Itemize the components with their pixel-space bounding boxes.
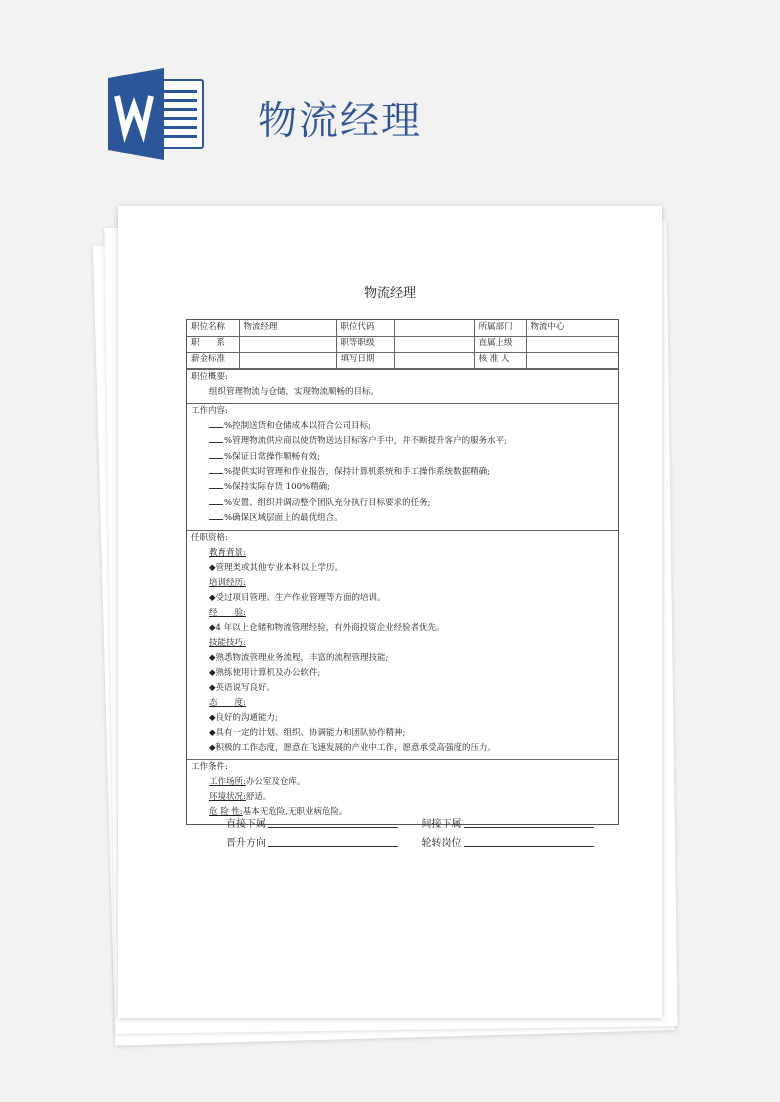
- overview-text: 组织管理物流与仓储，实现物流顺畅的目标。: [209, 386, 380, 397]
- table-cell: 薪金标准: [187, 352, 239, 368]
- duty-text: %保证日常操作顺畅有效;: [224, 451, 320, 462]
- overview-section: [187, 369, 618, 403]
- list-item: [191, 790, 614, 805]
- condition-label: 危 险 性:: [209, 807, 243, 818]
- table-cell: [526, 336, 618, 352]
- list-item: [191, 419, 614, 434]
- fill-in-line: [464, 846, 594, 847]
- list-item: [191, 434, 614, 449]
- table-cell: 物流中心: [526, 320, 618, 336]
- list-item: [191, 450, 614, 465]
- blank-line: [209, 480, 223, 489]
- list-item: [191, 496, 614, 511]
- document-title: 物流经理: [363, 286, 416, 301]
- subsection-title: 培训经历:: [209, 577, 246, 588]
- table-cell: 职 系: [187, 336, 239, 352]
- duties-section: [187, 403, 618, 530]
- blank-line: [209, 434, 223, 443]
- document-page: [118, 206, 662, 1018]
- qualifications-section: [187, 530, 618, 759]
- rotation-post-label: 轮转岗位: [421, 838, 462, 849]
- blank-line: [209, 465, 223, 474]
- list-item: ◆良好的沟通能力;: [209, 712, 278, 723]
- duty-text: %保持实际存货 100%精确;: [224, 482, 330, 493]
- table-cell: [394, 336, 474, 352]
- page-header-title: 物流经理: [258, 99, 423, 144]
- condition-value: 舒适。: [245, 792, 272, 803]
- table-cell: [239, 352, 336, 368]
- table-cell: 核 准 人: [474, 352, 526, 368]
- table-cell: 填写日期: [336, 352, 394, 368]
- job-info-table: [187, 320, 618, 369]
- list-item: ◆熟悉物流管理业务流程，丰富的流程管理技能;: [209, 652, 389, 663]
- condition-value: 基本无危险,无职业病危险。: [242, 807, 348, 818]
- list-item: ◆受过项目管理、生产作业管理等方面的培训。: [209, 592, 386, 603]
- blank-line: [209, 450, 223, 459]
- table-cell: 职等职级: [336, 336, 394, 352]
- table-row: [187, 352, 618, 368]
- condition-label: 工作场所:: [209, 776, 246, 787]
- list-item: ◆英语说写良好。: [209, 682, 276, 693]
- fill-in-line: [268, 827, 398, 828]
- fill-in-line: [268, 846, 398, 847]
- subsection-title: 技能技巧:: [209, 637, 246, 648]
- table-row: [187, 320, 618, 336]
- table-cell: [526, 352, 618, 368]
- section-heading: 工作内容:: [191, 405, 228, 416]
- footer-field: [226, 834, 411, 849]
- list-item: ◆管理类或其他专业本科以上学历。: [209, 562, 344, 573]
- blank-line: [209, 496, 223, 505]
- footer-field: [422, 834, 607, 849]
- footer-field: [226, 815, 411, 830]
- subsection-title: 态 度:: [209, 697, 246, 708]
- table-cell: 所属部门: [474, 320, 526, 336]
- indirect-subordinate-label: 间接下属: [421, 819, 462, 830]
- table-cell: [394, 320, 474, 336]
- table-cell: 物流经理: [239, 320, 336, 336]
- table-cell: 职位名称: [187, 320, 239, 336]
- list-item: [191, 775, 614, 790]
- condition-label: 环境状况:: [209, 792, 246, 803]
- section-heading: 任职资格:: [191, 532, 228, 543]
- table-cell: 职位代码: [336, 320, 394, 336]
- footer-row: [226, 830, 606, 849]
- list-item: [191, 511, 614, 526]
- direct-subordinate-label: 直接下属: [226, 819, 266, 830]
- promotion-path-label: 晋升方向: [226, 838, 266, 849]
- section-heading: 职位概要:: [191, 371, 228, 382]
- subsection-title: 经 验:: [209, 607, 246, 618]
- job-description-form: [186, 319, 619, 825]
- table-row: [187, 336, 618, 352]
- duty-text: %确保区域层面上的最优组合。: [224, 513, 343, 524]
- reporting-lines: [226, 811, 606, 849]
- table-cell: [239, 336, 336, 352]
- list-item: [191, 480, 614, 495]
- duty-text: %提供实时管理和作业报告，保持计算机系统和手工操作系统数据精确;: [224, 467, 490, 478]
- word-logo-icon: [108, 68, 206, 160]
- fill-in-line: [464, 827, 594, 828]
- condition-value: 办公室及仓库。: [245, 776, 306, 787]
- blank-line: [209, 511, 223, 520]
- duty-text: %管理物流供应商以使货物送达目标客户手中，并不断提升客户的服务水平;: [224, 436, 507, 447]
- section-heading: 工作条件:: [191, 761, 228, 772]
- blank-line: [209, 419, 223, 428]
- footer-field: [422, 815, 607, 830]
- subsection-title: 教育背景:: [209, 547, 246, 558]
- footer-row: [226, 811, 606, 830]
- duty-text: %安置、组织并调动整个团队充分执行目标要求的任务;: [224, 497, 431, 508]
- list-item: ◆积极的工作态度，愿意在飞速发展的产业中工作，愿意承受高强度的压力。: [209, 742, 497, 753]
- list-item: ◆具有一定的计划、组织、协调能力和团队协作精神;: [209, 727, 406, 738]
- table-cell: 直属上级: [474, 336, 526, 352]
- list-item: ◆4 年以上仓储和物流管理经验，有外商投资企业经验者优先。: [209, 622, 445, 633]
- list-item: [191, 465, 614, 480]
- list-item: ◆熟练使用计算机及办公软件;: [209, 667, 321, 678]
- duty-text: %控制送货和仓储成本以符合公司目标;: [224, 420, 371, 431]
- table-cell: [394, 352, 474, 368]
